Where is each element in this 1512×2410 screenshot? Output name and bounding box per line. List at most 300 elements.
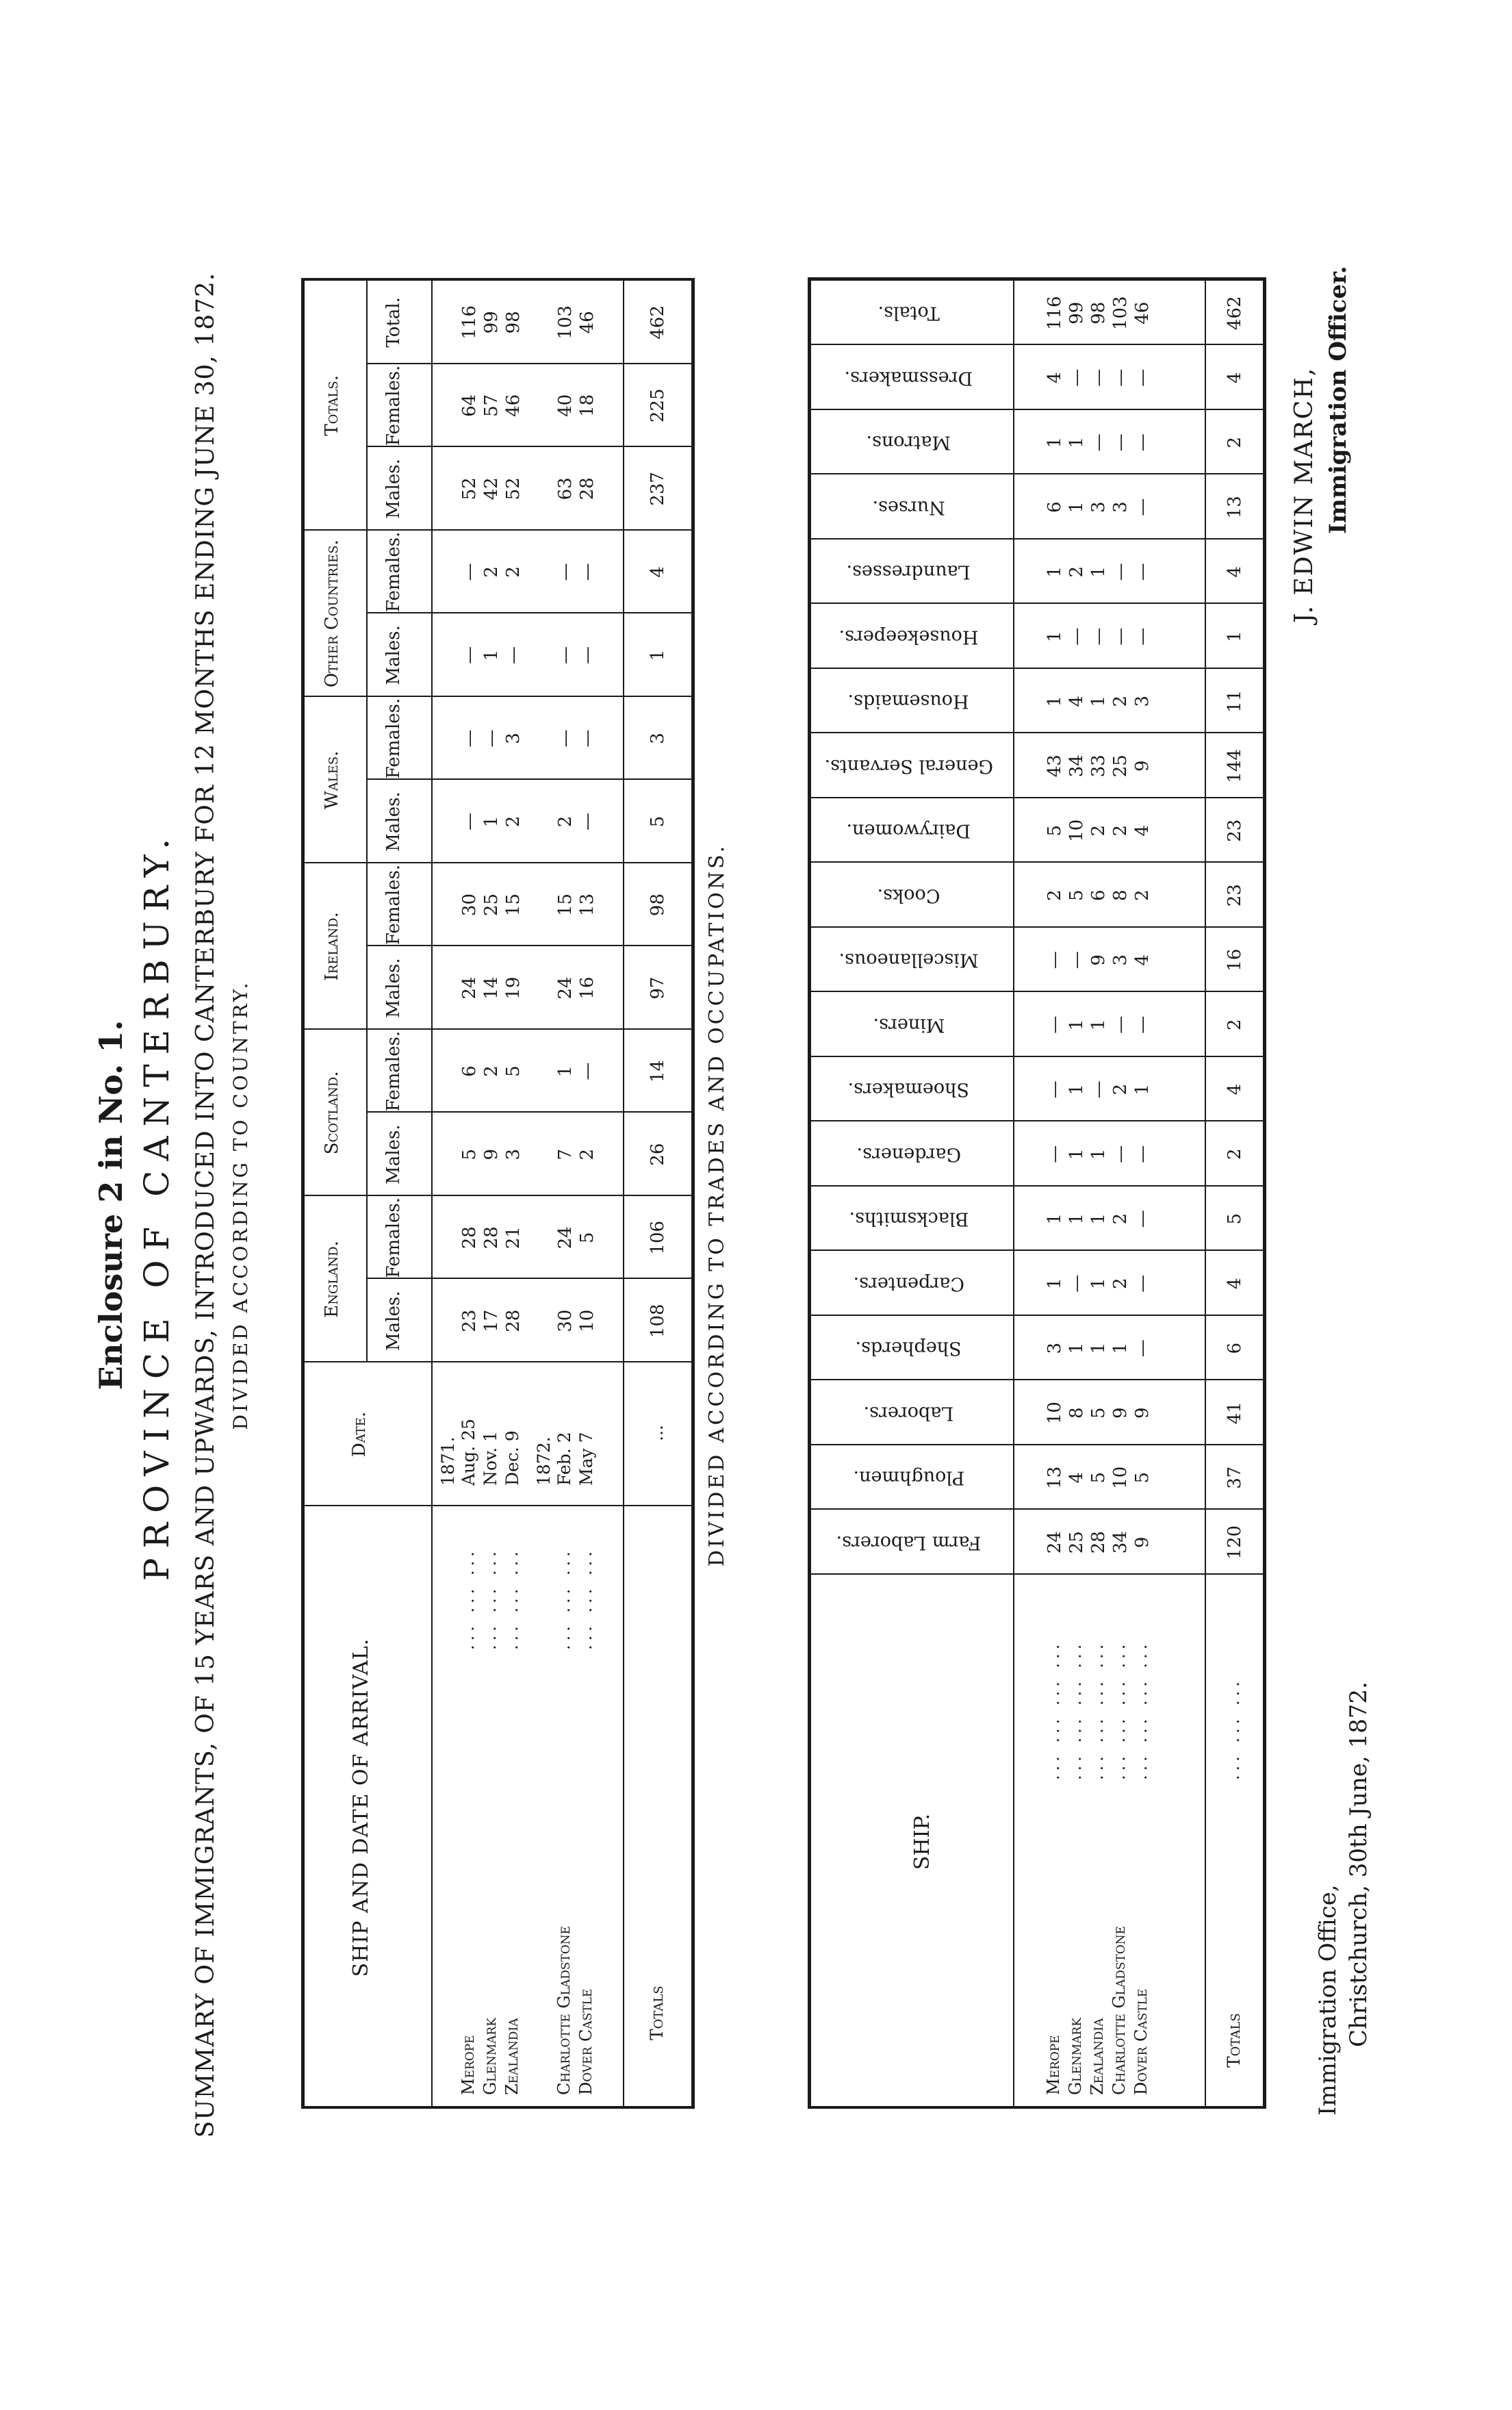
col-divider xyxy=(366,778,691,780)
data-cell: 9 xyxy=(1110,1407,1131,1419)
data-cell: — xyxy=(1045,1015,1065,1034)
data-cell: — xyxy=(1110,1145,1131,1163)
table-border-bottom xyxy=(691,281,695,2109)
totals-cell: 98 xyxy=(648,893,668,917)
ship-name: Zealandia xyxy=(1088,2018,1107,2095)
data-cell: 24 xyxy=(555,976,576,1000)
data-cell: — xyxy=(1110,627,1131,646)
data-cell: — xyxy=(1110,1015,1131,1034)
group-header: Wales. xyxy=(322,750,342,809)
data-cell: 2 xyxy=(481,1065,502,1077)
table-border-left xyxy=(808,2106,1266,2109)
data-cell: — xyxy=(1110,563,1131,581)
data-cell: 99 xyxy=(481,311,502,334)
data-cell: 64 xyxy=(459,394,480,417)
subcolumn-header: Females. xyxy=(383,365,404,446)
col-divider xyxy=(808,1185,1263,1187)
totals-cell: 108 xyxy=(648,1304,668,1339)
data-cell: 1 xyxy=(1045,631,1065,643)
data-cell: 23 xyxy=(459,1309,480,1332)
data-cell: 9 xyxy=(1132,1407,1153,1419)
group-header: Totals. xyxy=(322,375,342,436)
data-cell: 1 xyxy=(1066,1083,1087,1095)
row-divider xyxy=(1205,281,1206,2109)
column-header xyxy=(813,1467,1005,1488)
col-divider xyxy=(808,1250,1263,1252)
date-header: Date. xyxy=(349,1411,370,1458)
data-cell: 13 xyxy=(577,893,598,917)
row-divider xyxy=(1013,281,1014,2109)
year-label: 1871. xyxy=(438,1436,458,1486)
arrival-date: Dec. 9 xyxy=(502,1430,522,1486)
totals-cell: 16 xyxy=(1225,948,1245,972)
totals-label: Totals xyxy=(1224,2013,1244,2068)
leader-dots: ... ... ... ... xyxy=(1044,1640,1063,1780)
data-cell: — xyxy=(577,1062,598,1080)
data-cell: 1 xyxy=(1045,695,1065,707)
data-cell: 103 xyxy=(1110,296,1131,331)
row-divider xyxy=(431,281,433,2109)
ship-name: Merope xyxy=(1044,2035,1063,2095)
data-cell: 21 xyxy=(503,1226,524,1250)
data-cell: 2 xyxy=(503,815,524,828)
column-header xyxy=(813,755,1005,776)
data-cell: 34 xyxy=(1066,754,1087,778)
leader-dots: ... ... ... xyxy=(502,1547,522,1650)
data-cell: 1 xyxy=(1066,501,1087,513)
data-cell: 1 xyxy=(1088,1148,1109,1160)
column-header-label: Nurses. xyxy=(872,496,945,518)
data-cell: 19 xyxy=(503,976,524,1000)
place-date: Christchurch, 30th June, 1872. xyxy=(1345,1682,1372,2047)
subcolumn-header: Males. xyxy=(383,1124,404,1184)
data-cell: 1 xyxy=(1088,566,1109,578)
data-cell: 25 xyxy=(1066,1531,1087,1554)
column-header xyxy=(813,885,1005,906)
column-header-label: Blacksmiths. xyxy=(849,1208,969,1230)
totals-cell: 5 xyxy=(648,815,668,828)
data-cell: 5 xyxy=(1088,1407,1109,1419)
col-divider xyxy=(808,1444,1263,1445)
col-divider xyxy=(808,1121,1263,1122)
column-header xyxy=(813,496,1005,518)
data-cell: 5 xyxy=(503,1065,524,1077)
data-cell: — xyxy=(1088,368,1109,387)
data-cell: 1 xyxy=(1088,1278,1109,1290)
col-divider xyxy=(808,344,1263,346)
column-header xyxy=(813,1532,1005,1553)
column-header xyxy=(813,367,1005,388)
data-cell: — xyxy=(555,729,576,748)
data-cell: 2 xyxy=(1110,824,1131,837)
data-cell: 30 xyxy=(555,1309,576,1332)
year-label: 1872. xyxy=(534,1436,554,1486)
data-cell: 52 xyxy=(503,477,524,500)
data-cell: — xyxy=(1132,433,1153,452)
data-cell: 28 xyxy=(459,1226,480,1250)
data-cell: 1 xyxy=(1088,695,1109,707)
column-header-label: Housekeepers. xyxy=(838,626,979,648)
data-cell: 1 xyxy=(1066,1148,1087,1160)
data-cell: 1 xyxy=(481,815,502,828)
column-header xyxy=(813,1273,1005,1294)
data-cell: 15 xyxy=(503,893,524,917)
data-cell: — xyxy=(1088,433,1109,452)
totals-cell: 4 xyxy=(1225,1083,1245,1095)
data-cell: 43 xyxy=(1045,754,1065,778)
ship-name: Dover Castle xyxy=(1131,1988,1151,2095)
totals-cell: 5 xyxy=(1225,1213,1245,1225)
data-cell: 8 xyxy=(1066,1407,1087,1419)
data-cell: 2 xyxy=(555,815,576,828)
col-divider xyxy=(366,612,691,613)
col-divider xyxy=(808,1380,1263,1381)
row-divider xyxy=(366,281,368,1362)
data-cell: 2 xyxy=(481,566,502,578)
data-cell: 1 xyxy=(555,1065,576,1077)
data-cell: 28 xyxy=(503,1309,524,1332)
data-cell: 3 xyxy=(1110,954,1131,966)
data-cell: 10 xyxy=(1066,819,1087,842)
leader-dots: ... ... ... ... xyxy=(1110,1640,1129,1780)
data-cell: — xyxy=(1110,433,1131,452)
column-header-label: Shoemakers. xyxy=(847,1078,970,1100)
arrival-date: Feb. 2 xyxy=(554,1432,574,1486)
data-cell: 6 xyxy=(1088,889,1109,902)
province-heading: PROVINCE OF CANTERBURY. xyxy=(137,828,177,1582)
data-cell: 98 xyxy=(503,311,524,334)
data-cell: — xyxy=(1088,627,1109,646)
column-header xyxy=(813,950,1005,971)
ship-name: Dover Castle xyxy=(576,1988,595,2095)
data-cell: — xyxy=(1110,368,1131,387)
data-cell: 10 xyxy=(1110,1466,1131,1489)
data-cell: 25 xyxy=(481,893,502,917)
data-cell: — xyxy=(1132,563,1153,581)
data-cell: 8 xyxy=(1110,889,1131,902)
data-cell: 3 xyxy=(1110,501,1131,513)
data-cell: — xyxy=(577,729,598,748)
data-cell: 98 xyxy=(1088,301,1109,325)
subcolumn-header: Males. xyxy=(383,791,404,852)
data-cell: 15 xyxy=(555,893,576,917)
data-cell: 4 xyxy=(1066,695,1087,707)
data-cell: 42 xyxy=(481,477,502,500)
data-cell: — xyxy=(459,563,480,581)
column-header xyxy=(813,691,1005,712)
data-cell: 4 xyxy=(1132,824,1153,837)
subcolumn-header: Males. xyxy=(383,958,404,1018)
data-cell: — xyxy=(1045,951,1065,969)
data-cell: 5 xyxy=(1088,1471,1109,1484)
column-header xyxy=(813,626,1005,647)
column-header-label: Housemaids. xyxy=(847,690,970,712)
data-cell: 1 xyxy=(1088,1019,1109,1031)
ship-date-header: SHIP AND DATE OF ARRIVAL. xyxy=(349,1638,373,1977)
data-cell: — xyxy=(577,646,598,664)
totals-cell: 37 xyxy=(1225,1466,1245,1489)
leader-dots: ... ... ... xyxy=(554,1547,574,1650)
data-cell: 24 xyxy=(1045,1531,1065,1554)
data-cell: 5 xyxy=(577,1232,598,1243)
data-cell: 46 xyxy=(1132,301,1153,325)
totals-cell: 11 xyxy=(1225,689,1245,713)
data-cell: 13 xyxy=(1045,1466,1065,1489)
column-header-label: Cooks. xyxy=(877,885,940,906)
totals-cell: 97 xyxy=(648,976,668,1000)
data-cell: 2 xyxy=(1066,566,1087,578)
data-cell: 3 xyxy=(503,733,524,744)
col-divider xyxy=(366,363,691,364)
leader-dots: ... ... ... ... xyxy=(1131,1640,1151,1780)
data-cell: 28 xyxy=(1088,1531,1109,1554)
totals-cell: 120 xyxy=(1225,1525,1245,1560)
data-cell: 103 xyxy=(555,305,576,340)
column-header-label: Totals. xyxy=(877,302,940,324)
totals-cell: 26 xyxy=(648,1143,668,1166)
data-cell: 5 xyxy=(1132,1471,1153,1484)
totals-cell: 4 xyxy=(1225,566,1245,578)
subcolumn-header: Females. xyxy=(383,1030,404,1112)
col-divider xyxy=(366,1278,691,1279)
data-cell: 14 xyxy=(481,976,502,1000)
column-header-label: Dairywomen. xyxy=(846,820,971,841)
data-cell: 46 xyxy=(577,311,598,334)
data-cell: — xyxy=(1066,951,1087,969)
data-cell: 2 xyxy=(1045,889,1065,902)
totals-cell: 41 xyxy=(1225,1401,1245,1425)
data-cell: 17 xyxy=(481,1309,502,1332)
totals-cell: 4 xyxy=(1225,372,1245,384)
totals-cell: 2 xyxy=(1225,1148,1245,1160)
data-cell: 16 xyxy=(577,976,598,1000)
column-header-label: Gardeners. xyxy=(856,1143,961,1165)
column-header-label: Farm Laborers. xyxy=(836,1532,982,1553)
col-divider xyxy=(366,1111,691,1113)
arrival-date: Aug. 25 xyxy=(459,1419,478,1486)
group-header: Scotland. xyxy=(322,1071,342,1155)
totals-cell: 2 xyxy=(1225,436,1245,448)
ship-name: Glenmark xyxy=(1066,2018,1085,2095)
data-cell: 1 xyxy=(1088,1342,1109,1354)
data-cell: 5 xyxy=(1045,824,1065,837)
data-cell: 1 xyxy=(1088,1213,1109,1225)
column-header xyxy=(813,820,1005,841)
leader-dots: ... ... ... xyxy=(459,1547,478,1650)
office-label: Immigration Office, xyxy=(1314,1884,1342,2116)
data-cell: 5 xyxy=(459,1148,480,1160)
data-cell: 34 xyxy=(1110,1531,1131,1554)
data-cell: 9 xyxy=(1132,1536,1153,1549)
data-cell: — xyxy=(555,646,576,664)
leader-dots: ... ... ... xyxy=(1224,1677,1243,1780)
col-divider xyxy=(366,945,691,946)
data-cell: 18 xyxy=(577,394,598,417)
col-divider xyxy=(808,409,1263,410)
column-header-label: Dressmakers. xyxy=(844,367,973,389)
data-cell: 6 xyxy=(1045,501,1065,513)
arrival-date: May 7 xyxy=(576,1432,596,1486)
data-cell: 1 xyxy=(481,649,502,661)
data-cell: 24 xyxy=(459,976,480,1000)
data-cell: 1 xyxy=(1045,436,1065,448)
data-cell: 30 xyxy=(459,893,480,917)
totals-cell: 23 xyxy=(1225,884,1245,907)
data-cell: — xyxy=(1132,1015,1153,1034)
data-cell: 2 xyxy=(1110,1083,1131,1095)
subcolumn-header: Males. xyxy=(383,1291,404,1351)
data-cell: 4 xyxy=(1132,954,1153,966)
data-cell: 1 xyxy=(1045,1278,1065,1290)
ship-name: Merope xyxy=(459,2035,478,2095)
table-border-top xyxy=(808,281,811,2109)
ship-name: Charlotte Gladstone xyxy=(554,1925,574,2095)
totals-cell: 144 xyxy=(1225,748,1245,783)
signature: J. EDWIN MARCH, xyxy=(1290,366,1318,623)
col-divider xyxy=(808,733,1263,734)
data-cell: — xyxy=(555,563,576,581)
column-header-label: Matrons. xyxy=(866,431,951,453)
data-cell: 4 xyxy=(1045,372,1065,384)
data-cell: 25 xyxy=(1110,754,1131,778)
totals-cell: 23 xyxy=(1225,819,1245,842)
data-cell: — xyxy=(459,646,480,664)
leader-dots: ... ... ... xyxy=(480,1547,500,1650)
leader-dots: ... ... ... ... xyxy=(1066,1640,1085,1780)
column-header-label: Miscellaneous. xyxy=(838,949,979,971)
ship-name: Glenmark xyxy=(480,2018,500,2095)
data-cell: 9 xyxy=(1132,760,1153,772)
totals-cell: 4 xyxy=(1225,1278,1245,1290)
data-cell: — xyxy=(481,729,502,748)
data-cell: 10 xyxy=(1045,1401,1065,1425)
data-cell: 3 xyxy=(503,1148,524,1160)
col-divider xyxy=(808,668,1263,669)
column-header xyxy=(813,1014,1005,1035)
data-cell: 63 xyxy=(555,477,576,500)
trades-subtitle: DIVIDED ACCORDING TO TRADES AND OCCUPATIONS. xyxy=(705,843,729,1567)
subcolumn-header: Males. xyxy=(383,625,404,685)
data-cell: — xyxy=(1066,1274,1087,1293)
col-divider xyxy=(366,446,691,447)
data-cell: 1 xyxy=(1066,1342,1087,1354)
country-subtitle: DIVIDED ACCORDING TO COUNTRY. xyxy=(229,980,252,1430)
data-cell: 116 xyxy=(459,305,480,340)
leader-dots: ... ... ... ... xyxy=(1088,1640,1107,1780)
table-border-bottom xyxy=(1263,281,1266,2109)
subcolumn-header: Males. xyxy=(383,459,404,519)
data-cell: 2 xyxy=(1088,824,1109,837)
column-header xyxy=(813,1402,1005,1423)
data-cell: — xyxy=(1066,627,1087,646)
data-cell: 2 xyxy=(1110,695,1131,707)
col-divider xyxy=(808,474,1263,475)
data-cell: — xyxy=(1045,1080,1065,1099)
data-cell: 24 xyxy=(555,1226,576,1250)
arrival-date: Nov. 1 xyxy=(480,1431,500,1486)
totals-cell: 14 xyxy=(648,1060,668,1083)
data-cell: 1 xyxy=(1110,1342,1131,1354)
data-cell: 3 xyxy=(1132,695,1153,707)
totals-cell: 6 xyxy=(1225,1342,1245,1354)
data-cell: — xyxy=(1132,1274,1153,1293)
data-cell: — xyxy=(459,813,480,831)
data-cell: 2 xyxy=(1132,889,1153,902)
totals-cell: 13 xyxy=(1225,496,1245,519)
data-cell: 28 xyxy=(481,1226,502,1250)
totals-cell: 225 xyxy=(648,388,668,423)
row-divider xyxy=(623,281,624,2109)
data-cell: 28 xyxy=(577,477,598,500)
column-header-label: Laborers. xyxy=(863,1402,954,1424)
enclosure-heading: Enclosure 2 in No. 1. xyxy=(92,1019,129,1391)
totals-cell: 106 xyxy=(648,1220,668,1255)
data-cell: 5 xyxy=(1066,889,1087,902)
totals-cell: 1 xyxy=(648,649,668,661)
column-header xyxy=(813,303,1005,324)
subcolumn-header: Females. xyxy=(383,1197,404,1278)
data-cell: — xyxy=(577,813,598,831)
data-cell: — xyxy=(1132,627,1153,646)
subcolumn-header: Females. xyxy=(383,864,404,946)
data-cell: 3 xyxy=(1088,501,1109,513)
col-divider xyxy=(808,862,1263,863)
totals-cell: 2 xyxy=(1225,1019,1245,1031)
col-divider xyxy=(808,603,1263,605)
col-divider xyxy=(808,926,1263,928)
data-cell: 33 xyxy=(1088,754,1109,778)
data-cell: — xyxy=(1132,1339,1153,1358)
column-header-label: Shepherds. xyxy=(855,1337,962,1359)
ship-header: SHIP. xyxy=(910,1813,934,1870)
ship-name: Charlotte Gladstone xyxy=(1110,1925,1129,2095)
data-cell: 57 xyxy=(481,394,502,417)
data-cell: — xyxy=(459,729,480,748)
leader-dots: ... ... ... xyxy=(576,1547,595,1650)
data-cell: — xyxy=(1088,1080,1109,1099)
totals-cell: 462 xyxy=(648,305,668,340)
data-cell: — xyxy=(577,563,598,581)
group-header: England. xyxy=(322,1241,342,1318)
column-header-label: Miners. xyxy=(873,1014,945,1036)
data-cell: — xyxy=(503,646,524,664)
column-header-label: Ploughmen. xyxy=(853,1467,964,1488)
column-header-label: Laundresses. xyxy=(846,561,971,583)
data-cell: 1 xyxy=(1045,1213,1065,1225)
data-cell: 116 xyxy=(1045,296,1065,331)
table-border-right xyxy=(808,277,1266,281)
data-cell: 9 xyxy=(481,1148,502,1160)
summary-title: SUMMARY OF IMMIGRANTS, OF 15 YEARS AND UPWARDS, INTRODUCED INTO CANTERBURY FOR 12 MONTHS ENDING JUNE 30, 1872. xyxy=(192,272,220,2138)
data-cell: 46 xyxy=(503,394,524,417)
data-cell: — xyxy=(1132,1145,1153,1163)
totals-label: Totals xyxy=(647,1986,667,2040)
data-cell: 1 xyxy=(1132,1083,1153,1095)
subcolumn-header: Females. xyxy=(383,698,404,779)
col-divider xyxy=(808,1573,1263,1575)
subcolumn-header: Total. xyxy=(383,297,404,348)
data-cell: 52 xyxy=(459,477,480,500)
officer-title: Immigration Officer. xyxy=(1324,266,1352,534)
data-cell: 6 xyxy=(459,1065,480,1077)
col-divider xyxy=(808,538,1263,540)
data-cell: 2 xyxy=(577,1148,598,1160)
data-cell: — xyxy=(1132,1210,1153,1228)
data-cell: 9 xyxy=(1088,954,1109,966)
column-header-label: General Servants. xyxy=(824,755,993,777)
col-divider xyxy=(808,991,1263,993)
col-divider xyxy=(808,1315,1263,1316)
